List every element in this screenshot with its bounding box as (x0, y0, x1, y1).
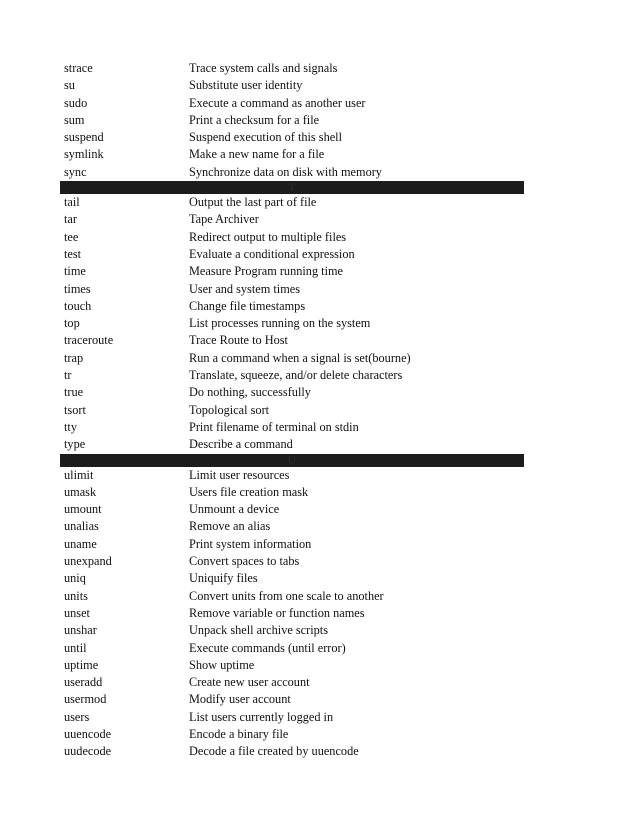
command-name: umask (64, 484, 97, 499)
table-row (60, 211, 524, 228)
command-name: symlink (64, 147, 104, 162)
table-row (60, 146, 524, 163)
command-description: Substitute user identity (189, 78, 303, 93)
table-row (60, 112, 524, 129)
command-name: strace (64, 61, 93, 75)
command-description: Topological sort (189, 402, 270, 417)
section-header-u: U (60, 454, 524, 467)
command-description: Remove an alias (189, 519, 271, 534)
command-description: Users file creation mask (189, 484, 309, 499)
command-name: uudecode (64, 744, 112, 759)
command-description: Convert spaces to tabs (189, 554, 300, 569)
command-description: Execute commands (until error) (189, 640, 346, 655)
command-name: unalias (64, 519, 99, 534)
table-row (60, 588, 524, 605)
command-description: Print system information (189, 536, 312, 551)
table-row (60, 281, 524, 298)
command-description: List processes running on the system (189, 316, 371, 331)
table-row (60, 622, 524, 639)
command-description: Run a command when a signal is set(bourne) (189, 350, 411, 365)
table-row (60, 501, 524, 518)
table-row (60, 164, 524, 181)
command-name: unset (64, 605, 90, 620)
command-name: sync (64, 164, 87, 179)
command-name: tsort (64, 402, 86, 417)
command-description: Print filename of terminal on stdin (189, 419, 359, 434)
command-name: uname (64, 536, 97, 551)
command-description: Execute a command as another user (189, 95, 366, 110)
table-row (60, 674, 524, 691)
command-description: Uniquify files (189, 571, 258, 586)
command-name: umount (64, 502, 102, 517)
command-name: unexpand (64, 554, 112, 569)
command-description: Translate, squeeze, and/or delete characters (189, 368, 403, 383)
command-description: Modify user account (189, 692, 291, 707)
command-name: tail (64, 195, 80, 210)
command-name: units (64, 588, 88, 603)
command-description: Encode a binary file (189, 726, 289, 741)
command-description: Do nothing, successfully (189, 385, 311, 400)
command-name: time (64, 264, 86, 279)
command-description: Trace Route to Host (189, 333, 288, 348)
command-name: times (64, 281, 91, 296)
command-name: tar (64, 212, 77, 227)
table-row (60, 315, 524, 332)
table-row (60, 467, 524, 484)
command-description: Redirect output to multiple files (189, 229, 347, 244)
command-description: Convert units from one scale to another (189, 588, 384, 603)
command-name: su (64, 78, 75, 93)
command-name: suspend (64, 130, 104, 145)
table-row (60, 129, 524, 146)
table-row (60, 229, 524, 246)
table-row (60, 263, 524, 280)
command-name: trap (64, 350, 84, 365)
command-name: uuencode (64, 726, 112, 741)
table-row (60, 384, 524, 401)
command-description: Unpack shell archive scripts (189, 623, 328, 638)
command-name: useradd (64, 675, 103, 690)
command-description: Describe a command (189, 437, 293, 452)
table-row (60, 298, 524, 315)
command-description: Suspend execution of this shell (189, 130, 343, 145)
command-name: until (64, 640, 87, 655)
command-description: Trace system calls and signals (189, 61, 338, 75)
table-row (60, 570, 524, 587)
table-row (60, 605, 524, 622)
table-row (60, 194, 524, 211)
command-name: test (64, 246, 82, 261)
table-row (60, 402, 524, 419)
table-row (60, 367, 524, 384)
command-description: Tape Archiver (189, 212, 259, 227)
command-description: Change file timestamps (189, 298, 306, 313)
command-description: Decode a file created by uuencode (189, 744, 359, 759)
table-row (60, 77, 524, 94)
command-description: Synchronize data on disk with memory (189, 164, 382, 179)
command-description: Print a checksum for a file (189, 112, 320, 127)
table-row (60, 332, 524, 349)
command-description: Evaluate a conditional expression (189, 246, 355, 261)
command-name: uptime (64, 657, 99, 672)
command-description: Output the last part of file (189, 195, 317, 210)
table-row (60, 553, 524, 570)
table-row (60, 536, 524, 553)
table-row (60, 95, 524, 112)
table-row (60, 60, 524, 77)
command-description: Limit user resources (189, 467, 290, 482)
table-row (60, 350, 524, 367)
command-description: List users currently logged in (189, 709, 334, 724)
command-name: sudo (64, 95, 88, 110)
table-row (60, 518, 524, 535)
command-name: tr (64, 368, 72, 383)
table-row (60, 436, 524, 453)
command-name: type (64, 437, 86, 452)
command-description: User and system times (189, 281, 300, 296)
table-row (60, 640, 524, 657)
command-name: users (64, 709, 90, 724)
command-name: tee (64, 229, 79, 244)
table-row (60, 246, 524, 263)
section-header-t: T (60, 181, 524, 194)
command-name: top (64, 316, 80, 331)
command-name: touch (64, 298, 92, 313)
table-row (60, 419, 524, 436)
command-description: Remove variable or function names (189, 605, 365, 620)
table-row (60, 743, 524, 760)
table-row (60, 726, 524, 743)
command-reference-table (60, 60, 524, 761)
command-name: unshar (64, 623, 97, 638)
command-description: Unmount a device (189, 502, 280, 517)
command-name: sum (64, 112, 85, 127)
table-row (60, 484, 524, 501)
command-name: uniq (64, 571, 86, 586)
table-row (60, 691, 524, 708)
command-description: Create new user account (189, 675, 310, 690)
command-name: true (64, 385, 84, 400)
command-name: traceroute (64, 333, 114, 348)
table-row (60, 657, 524, 674)
command-name: ulimit (64, 467, 94, 482)
command-description: Show uptime (189, 657, 255, 672)
table-row (60, 709, 524, 726)
command-description: Measure Program running time (189, 264, 344, 279)
command-name: tty (64, 419, 77, 434)
command-name: usermod (64, 692, 107, 707)
command-description: Make a new name for a file (189, 147, 325, 162)
